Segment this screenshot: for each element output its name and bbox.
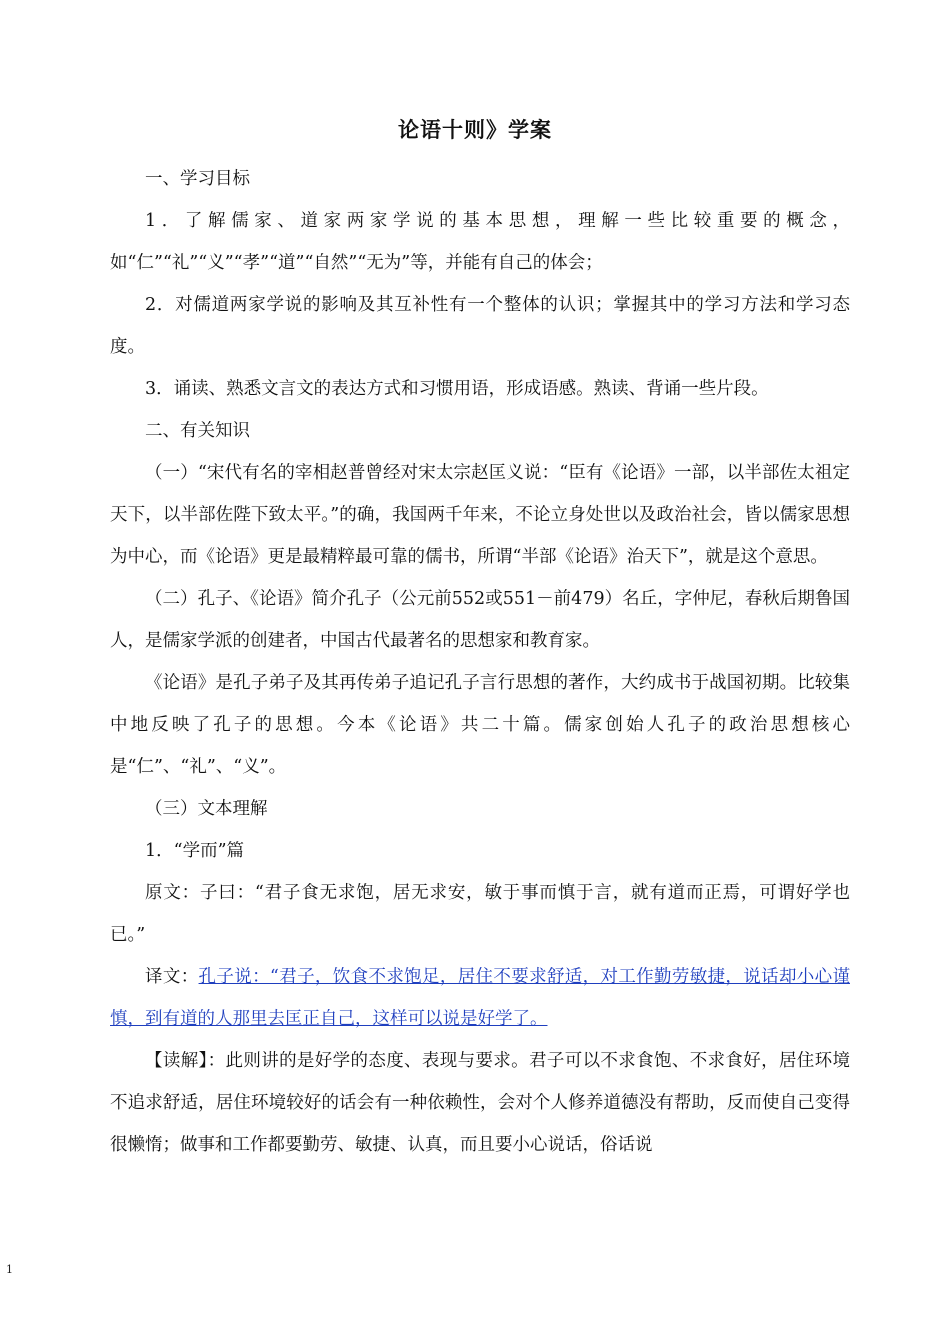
page-number: 1 [6, 1263, 13, 1276]
page-title: 论语十则》学案 [398, 118, 552, 142]
document-body [110, 158, 850, 1166]
goal-2: 2．对儒道两家学说的影响及其互补性有一个整体的认识；掌握其中的学习方法和学习态度。 [110, 295, 850, 357]
knowledge-paragraph-3: 《论语》是孔子弟子及其再传弟子追记孔子言行思想的著作，大约成书于战国初期。比较集中地反映了孔子的思想。今本《论语》共二十篇。儒家创始人孔子的政治思想核心是“仁”、“礼”、“义”。 [110, 673, 850, 777]
knowledge-paragraph-1: （一）“宋代有名的宰相赵普曾经对宋太宗赵匡义说：“臣有《论语》一部，以半部佐太祖定天下，以半部佐陛下致太平。”的确，我国两千年来，不论立身处世以及政治社会，皆以儒家思想为中心，而《论语》更是最精粹最可靠的儒书，所谓“半部《论语》治天下”，就是这个意思。 [110, 463, 850, 567]
xue-er-heading: 1．“学而”篇 [145, 841, 245, 861]
knowledge-paragraph-2: （二）孔子、《论语》简介孔子（公元前552或551－前479）名丘，字仲尼，春秋后期鲁国人，是儒家学派的创建者，中国古代最著名的思想家和教育家。 [110, 589, 850, 651]
original-text-paragraph [110, 872, 850, 956]
original-label: 原文： [145, 883, 200, 903]
goal-1: 1．了解儒家、道家两家学说的基本思想，理解一些比较重要的概念，如“仁”“礼”“义”“孝”“道”“自然”“无为”等，并能有自己的体会； [110, 211, 850, 273]
reading-paragraph [110, 1040, 850, 1166]
translation-paragraph [110, 956, 850, 1040]
translation-label: 译文： [145, 967, 199, 987]
original-text: 子曰：“君子食无求饱，居无求安，敏于事而慎于言，就有道而正焉，可谓好学也已。” [110, 883, 850, 945]
reading-text: ：此则讲的是好学的态度、表现与要求。君子可以不求食饱、不求食好，居住环境不追求舒适，居住环境较好的话会有一种依赖性，会对个人修养道德没有帮助，反而使自己变得很懒惰；做事和工作都要勤劳、敏捷、认真，而且要小心说话，俗话说 [110, 1051, 851, 1155]
knowledge-heading: 二、有关知识 [145, 421, 250, 441]
goal-3: 3．诵读、熟悉文言文的表达方式和习惯用语，形成语感。熟读、背诵一些片段。 [145, 379, 769, 399]
translation-link[interactable]: 孔子说：“君子，饮食不求饱足，居住不要求舒适，对工作勤劳敏捷，说话却小心谨慎，到有道的人那里去匡正自己，这样可以说是好学了。 [110, 967, 850, 1029]
goals-heading: 一、学习目标 [145, 169, 250, 189]
text-understanding-heading: （三）文本理解 [145, 799, 268, 819]
reading-label: 【读解】 [145, 1051, 208, 1071]
